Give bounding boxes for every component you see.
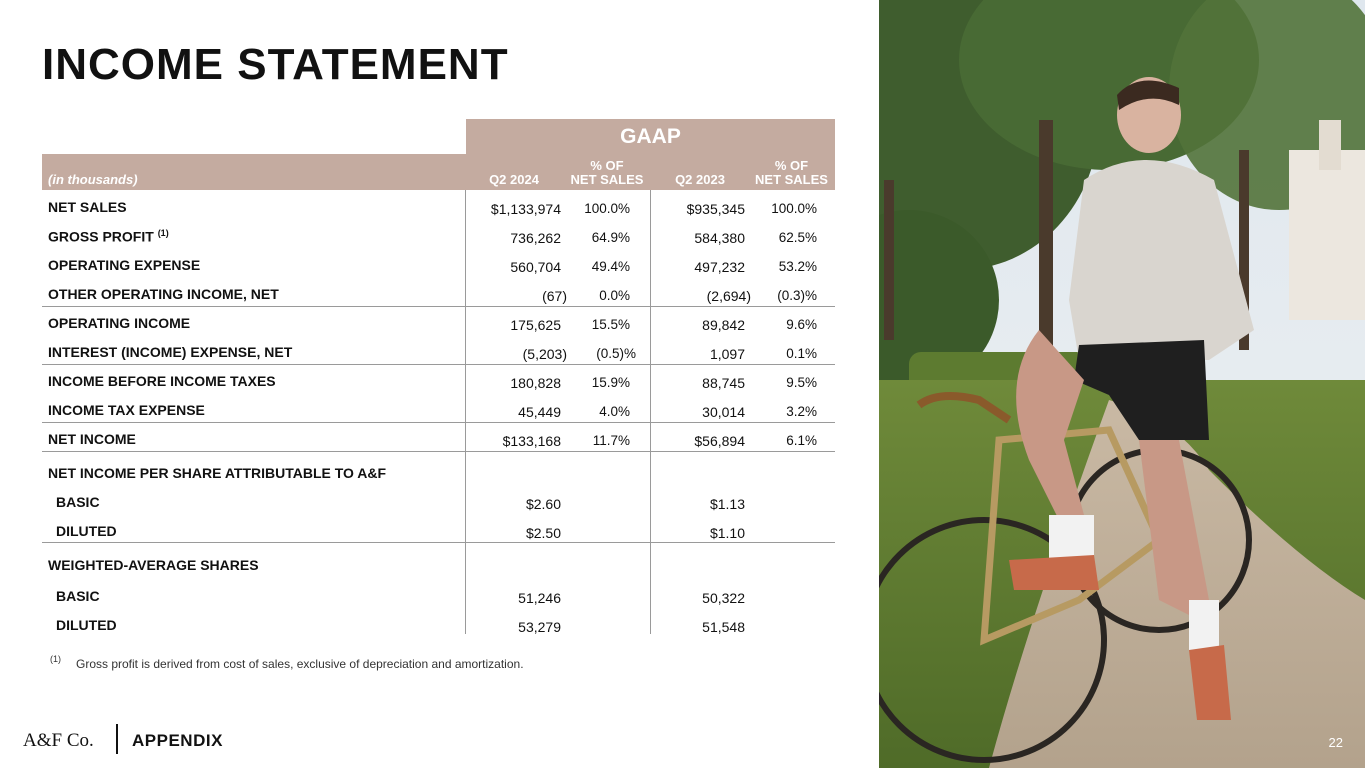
value-q2-2023: 30,014 (702, 404, 745, 420)
row-label: INTEREST (INCOME) EXPENSE, NET (48, 344, 293, 360)
pct-q2-2023: (0.3)% (777, 288, 817, 303)
pct-q2-2023: 3.2% (786, 404, 817, 419)
pct-q2-2024: 15.5% (591, 317, 630, 332)
table-row (42, 190, 835, 219)
section-label: APPENDIX (132, 731, 223, 750)
value-q2-2024: $133,168 (502, 433, 561, 449)
pct-q2-2023: 9.5% (786, 375, 817, 390)
row-label: NET INCOME (48, 431, 136, 447)
row-label: OPERATING EXPENSE (48, 257, 201, 273)
row-divider (42, 364, 835, 365)
value-q2-2023: 584,380 (694, 230, 745, 246)
hero-photo (879, 0, 1365, 768)
pct-q2-2024: 4.0% (599, 404, 630, 419)
table-row (42, 219, 835, 248)
section-heading-eps: NET INCOME PER SHARE ATTRIBUTABLE TO A&F (48, 465, 387, 481)
row-label: DILUTED (56, 523, 117, 539)
value-q2-2024: (5,203) (522, 346, 567, 362)
footnote-mark: (1) (50, 654, 61, 664)
row-label: GROSS PROFIT $^{(1)}$ (48, 228, 169, 245)
value-q2-2023: (2,694) (706, 288, 751, 304)
pct-q2-2023: 62.5% (778, 230, 817, 245)
row-label: OTHER OPERATING INCOME, NET (48, 286, 279, 302)
table-row (42, 577, 835, 606)
row-divider (42, 542, 835, 543)
table-row (42, 335, 835, 364)
value-q2-2024: $2.60 (525, 496, 561, 512)
pct-q2-2023: 53.2% (778, 259, 817, 274)
section-heading-row (42, 543, 835, 577)
row-label: BASIC (56, 588, 100, 604)
value-q2-2023: $935,345 (686, 201, 745, 217)
section-heading-shares: WEIGHTED-AVERAGE SHARES (48, 557, 259, 573)
footer-divider (116, 724, 118, 754)
table-row (42, 248, 835, 277)
value-q2-2024: $1,133,974 (490, 201, 561, 217)
table-body (42, 190, 835, 635)
column-divider (465, 190, 466, 634)
table-row (42, 364, 835, 393)
value-q2-2023: 51,548 (702, 619, 745, 635)
col-header-q2-2023: Q2 2023 (675, 172, 725, 187)
row-divider (42, 306, 835, 307)
value-q2-2024: 560,704 (510, 259, 561, 275)
pct-q2-2023: 0.1% (786, 346, 817, 361)
table-row (42, 422, 835, 451)
page-title: INCOME STATEMENT (42, 40, 509, 89)
value-q2-2023: $1.10 (709, 525, 745, 541)
company-logo: A&F Co. (23, 730, 94, 751)
row-label: OPERATING INCOME (48, 315, 191, 331)
row-divider (42, 422, 835, 423)
value-q2-2024: 51,246 (518, 590, 561, 606)
pct-q2-2023: 9.6% (786, 317, 817, 332)
row-label: DILUTED (56, 617, 117, 633)
pct-q2-2024: 49.4% (591, 259, 630, 274)
value-q2-2024: 736,262 (510, 230, 561, 246)
value-q2-2024: $2.50 (525, 525, 561, 541)
table-row (42, 393, 835, 422)
page-number: 22 (1328, 735, 1343, 750)
value-q2-2023: $56,894 (694, 433, 745, 449)
col-header-q2-2024: Q2 2024 (489, 172, 539, 187)
value-q2-2024: 180,828 (510, 375, 561, 391)
table-row (42, 514, 835, 543)
value-q2-2024: (67) (542, 288, 567, 304)
footnote-text: Gross profit is derived from cost of sales, exclusive of depreciation and amortization. (76, 657, 524, 671)
pct-q2-2024: (0.5)% (596, 346, 636, 361)
row-label-header: (in thousands) (48, 172, 138, 187)
pct-q2-2023: 6.1% (786, 433, 817, 448)
value-q2-2023: 50,322 (702, 590, 745, 606)
table-row (42, 277, 835, 306)
column-header-row (42, 154, 835, 190)
value-q2-2024: 175,625 (510, 317, 561, 333)
table-row (42, 306, 835, 335)
photo-illustration (879, 0, 1365, 768)
pct-q2-2024: 11.7% (592, 433, 630, 448)
col-header-pct-2023: % OF NET SALES (755, 158, 828, 187)
row-divider (42, 451, 835, 452)
value-q2-2023: 1,097 (709, 346, 745, 362)
value-q2-2024: 45,449 (518, 404, 561, 420)
pct-q2-2024: 64.9% (591, 230, 630, 245)
value-q2-2023: 497,232 (694, 259, 745, 275)
gaap-header: GAAP (466, 119, 835, 154)
pct-q2-2024: 15.9% (591, 375, 630, 390)
pct-q2-2023: 100.0% (771, 201, 817, 216)
col-header-pct-2024: % OF NET SALES (570, 158, 644, 187)
table-row (42, 606, 835, 635)
row-label: INCOME TAX EXPENSE (48, 402, 205, 418)
row-label: NET SALES (48, 199, 127, 215)
footnote-ref: (1) (157, 228, 169, 238)
table-row (42, 485, 835, 514)
row-label: INCOME BEFORE INCOME TAXES (48, 373, 276, 389)
value-q2-2023: 89,842 (702, 317, 745, 333)
value-q2-2024: 53,279 (518, 619, 561, 635)
value-q2-2023: $1.13 (709, 496, 745, 512)
pct-q2-2024: 100.0% (584, 201, 630, 216)
section-heading-row (42, 451, 835, 485)
row-label: BASIC (56, 494, 100, 510)
column-divider (650, 190, 651, 634)
value-q2-2023: 88,745 (702, 375, 745, 391)
pct-q2-2024: 0.0% (599, 288, 630, 303)
